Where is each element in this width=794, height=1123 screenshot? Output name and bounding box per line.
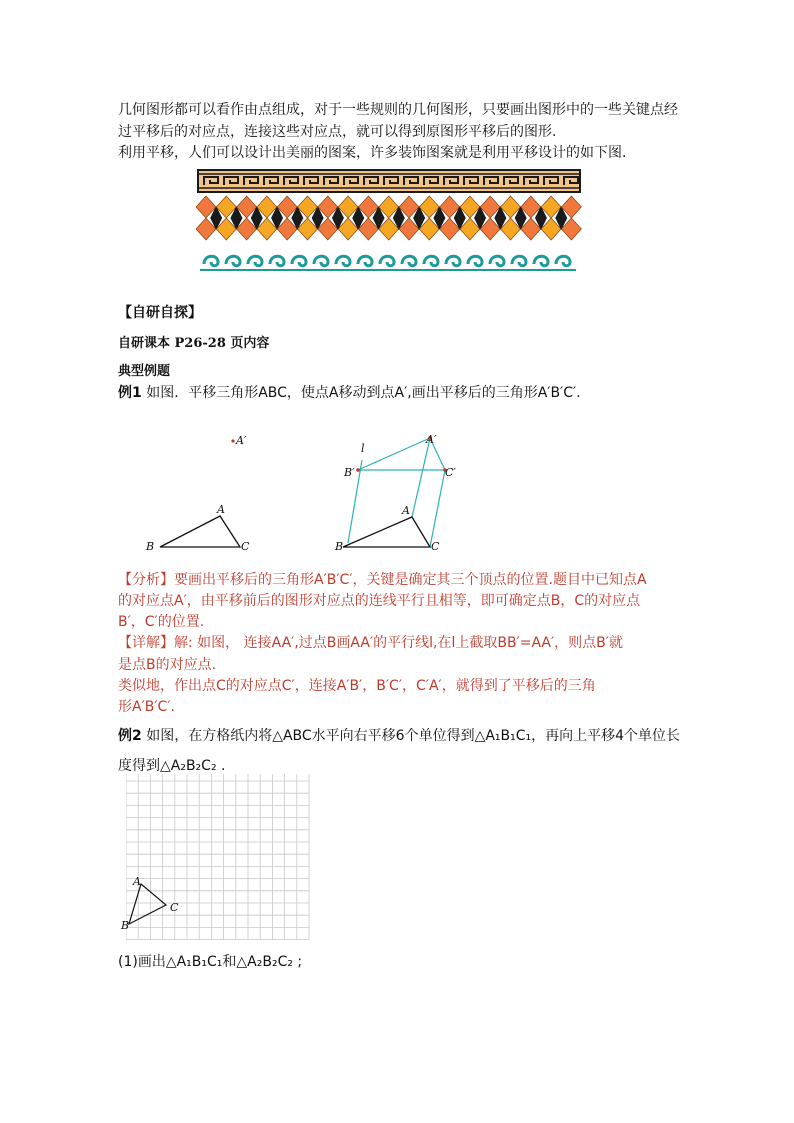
intro-line-3: 利用平移，人们可以设计出美丽的图案，许多装饰图案就是利用平移设计的如下图.: [118, 145, 627, 161]
label-a-prime-left: A′: [236, 434, 247, 447]
label-c-right: C: [431, 540, 440, 553]
label-c-prime: C′: [445, 466, 456, 479]
section-heading: 【自研自探】: [118, 305, 202, 321]
label-b-prime: B′: [344, 466, 355, 479]
intro-line-1: 几何图形都可以看作由点组成，对于一些规则的几何图形，只要画出图形中的一些关键点经: [118, 102, 678, 118]
segment-aa-prime: [412, 438, 430, 517]
analysis-line-1: 【分析】要画出平移后的三角形A′B′C′，关键是确定其三个顶点的位置.题目中已知点A: [118, 572, 647, 588]
example-1: [118, 383, 678, 403]
analysis-line-3: B′，C′的位置.: [118, 614, 205, 630]
triangle-abc: [160, 516, 240, 547]
label-l: l: [361, 442, 365, 455]
analysis-tag: 【分析】: [118, 572, 174, 588]
grid-figure: [126, 774, 310, 942]
grid-label-a: A: [133, 875, 141, 888]
detail-line-2: 是点B的对应点.: [118, 657, 217, 673]
triangle-abc-right: [343, 517, 430, 547]
grid-label-b: B: [121, 919, 130, 932]
intro-line-2: 过平移后的对应点，连接这些对应点，就可以得到原图形平移后的图形.: [118, 124, 557, 140]
label-b-left: B: [146, 540, 155, 553]
example-2: [118, 726, 681, 746]
label-a-left: A: [217, 503, 225, 516]
example-2-text-a: 如图，在方格纸内将△ABC水平向右平移6个单位得到△A₁B₁C₁，再向上平移4个单位长: [141, 728, 681, 744]
label-a-right: A: [402, 504, 410, 517]
example-1-label: 例1: [118, 385, 142, 401]
figure-1: [140, 425, 470, 560]
label-c-left: C: [241, 540, 250, 553]
example-2-text-b: 度得到△A₂B₂C₂ .: [118, 758, 226, 774]
analysis-line-2: 的对应点A′，由平移前后的图形对应点的连线平行且相等，即可确定点B，C的对应点: [118, 593, 641, 609]
reference-text: 自研课本 P26-28 页内容: [118, 336, 270, 351]
grid-label-c: C: [170, 901, 179, 914]
example-1-text: 如图．平移三角形ABC，使点A移动到点A′,画出平移后的三角形A′B′C′.: [141, 385, 581, 401]
detail-line-1: 【详解】解: 如图， 连接AA′,过点B画AA′的平行线l,在l上截取BB′=AA′，则点B′就: [118, 635, 623, 651]
segment-cc-prime: [430, 470, 445, 547]
example-2-label: 例2: [118, 728, 142, 744]
detail-tag: 【详解】: [118, 635, 174, 651]
examples-title: 典型例题: [118, 364, 171, 379]
decorative-pattern-image: [196, 168, 582, 278]
label-a-prime-right: A′: [426, 433, 437, 446]
detail-line-4: 形A′B′C′.: [118, 699, 175, 715]
detail-line-3: 类似地，作出点C的对应点C′，连接A′B′，B′C′，C′A′，就得到了平移后的三角: [118, 678, 596, 694]
point-a-prime: [231, 439, 234, 442]
question-1: (1)画出△A₁B₁C₁和△A₂B₂C₂ ;: [118, 954, 303, 970]
label-b-right: B: [335, 540, 344, 553]
triangle-abc-grid: [129, 884, 166, 924]
